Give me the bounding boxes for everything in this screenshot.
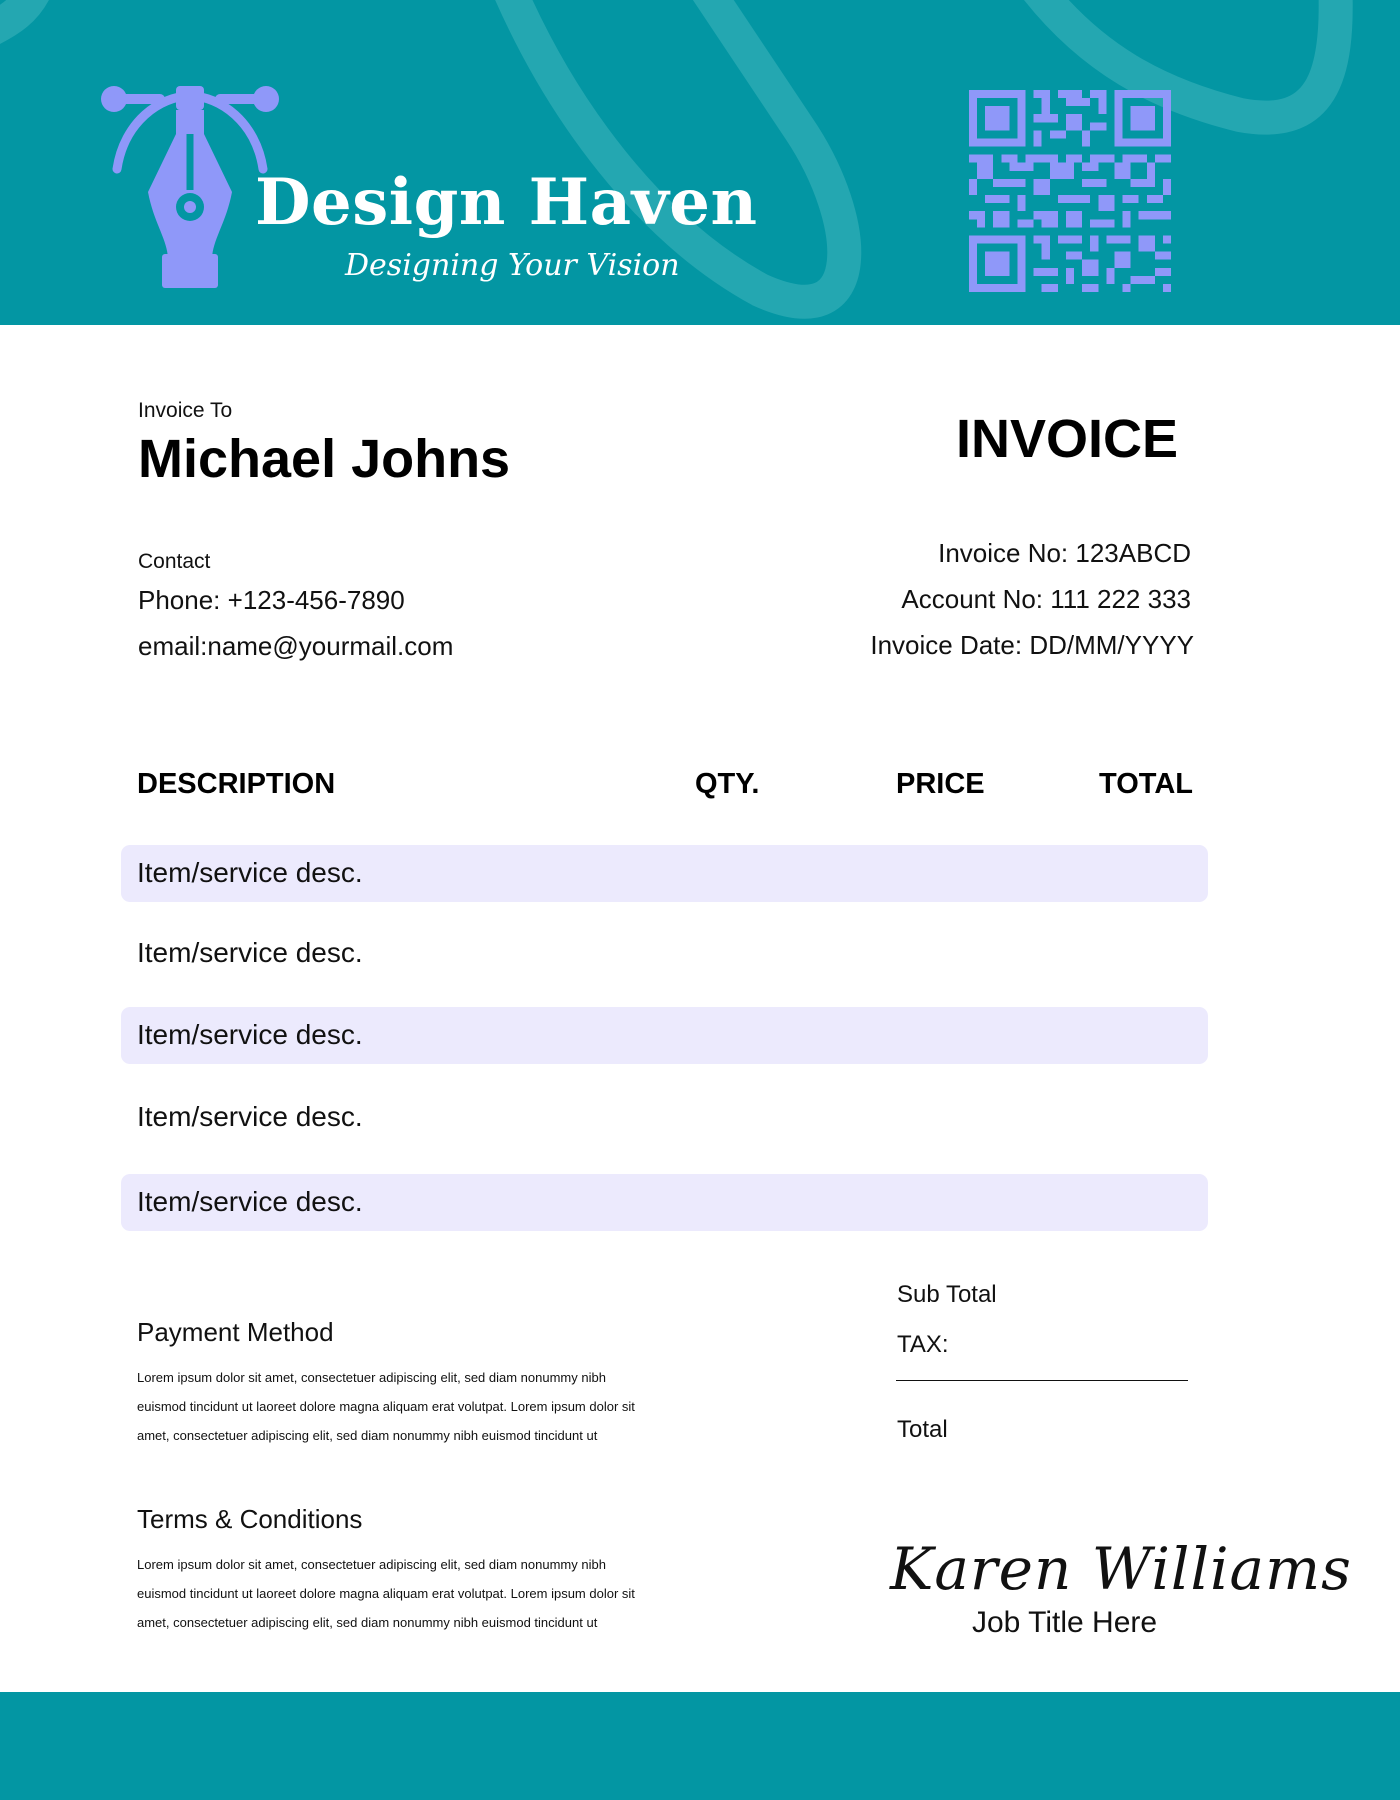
table-row: [121, 925, 1208, 982]
payment-method-text: Lorem ipsum dolor sit amet, consectetuer adipiscing elit, sed diam nonummy nibh euismod tincidunt ut laoreet dolore magna aliquam erat volutpat. Lorem ipsum dolor sit amet, consectetuer adipiscing elit, sed diam nonummy nibh euismod tincidunt ut: [137, 1370, 635, 1443]
qr-code-icon: [969, 90, 1171, 292]
table-row: [121, 1007, 1208, 1064]
item-description: Item/service desc.: [137, 1101, 363, 1132]
table-row: [121, 845, 1208, 902]
invoice-title: INVOICE: [955, 409, 1178, 469]
column-header-price: PRICE: [896, 768, 985, 800]
signatory-job-title: Job Title Here: [972, 1606, 1158, 1639]
summary-divider: [896, 1380, 1188, 1381]
column-header-qty: QTY.: [695, 768, 760, 800]
client-name: Michael Johns: [138, 429, 511, 489]
tax-label: TAX:: [897, 1331, 949, 1358]
pen-tool-icon: [100, 82, 280, 292]
invoice-to-label: Invoice To: [138, 399, 233, 422]
brand-tagline: Designing Your Vision: [345, 248, 680, 283]
footer-banner: [0, 1692, 1400, 1800]
contact-label: Contact: [138, 550, 211, 573]
item-description: Item/service desc.: [137, 857, 363, 888]
table-row: [121, 1089, 1208, 1146]
signature: Karen Williams: [890, 1535, 1352, 1603]
item-description: Item/service desc.: [137, 937, 363, 968]
brand-name: Design Haven: [255, 165, 758, 240]
invoice-number: Invoice No: 123ABCD: [938, 538, 1191, 568]
column-header-description: DESCRIPTION: [137, 768, 336, 800]
invoice-date: Invoice Date: DD/MM/YYYY: [870, 630, 1194, 660]
contact-phone: Phone: +123-456-7890: [138, 585, 405, 615]
contact-email: email:name@yourmail.com: [138, 631, 454, 661]
header-banner: [0, 0, 1400, 325]
item-description: Item/service desc.: [137, 1019, 363, 1050]
account-number: Account No: 111 222 333: [901, 584, 1191, 614]
subtotal-label: Sub Total: [897, 1281, 997, 1308]
column-header-total: TOTAL: [1099, 768, 1193, 800]
item-description: Item/service desc.: [137, 1186, 363, 1217]
terms-text: Lorem ipsum dolor sit amet, consectetuer adipiscing elit, sed diam nonummy nibh euismod tincidunt ut laoreet dolore magna aliquam erat volutpat. Lorem ipsum dolor sit amet, consectetuer adipiscing elit, sed diam nonummy nibh euismod tincidunt ut: [137, 1557, 635, 1630]
table-row: [121, 1174, 1208, 1231]
terms-title: Terms & Conditions: [137, 1504, 363, 1534]
total-label: Total: [897, 1416, 948, 1443]
payment-method-title: Payment Method: [137, 1317, 334, 1347]
